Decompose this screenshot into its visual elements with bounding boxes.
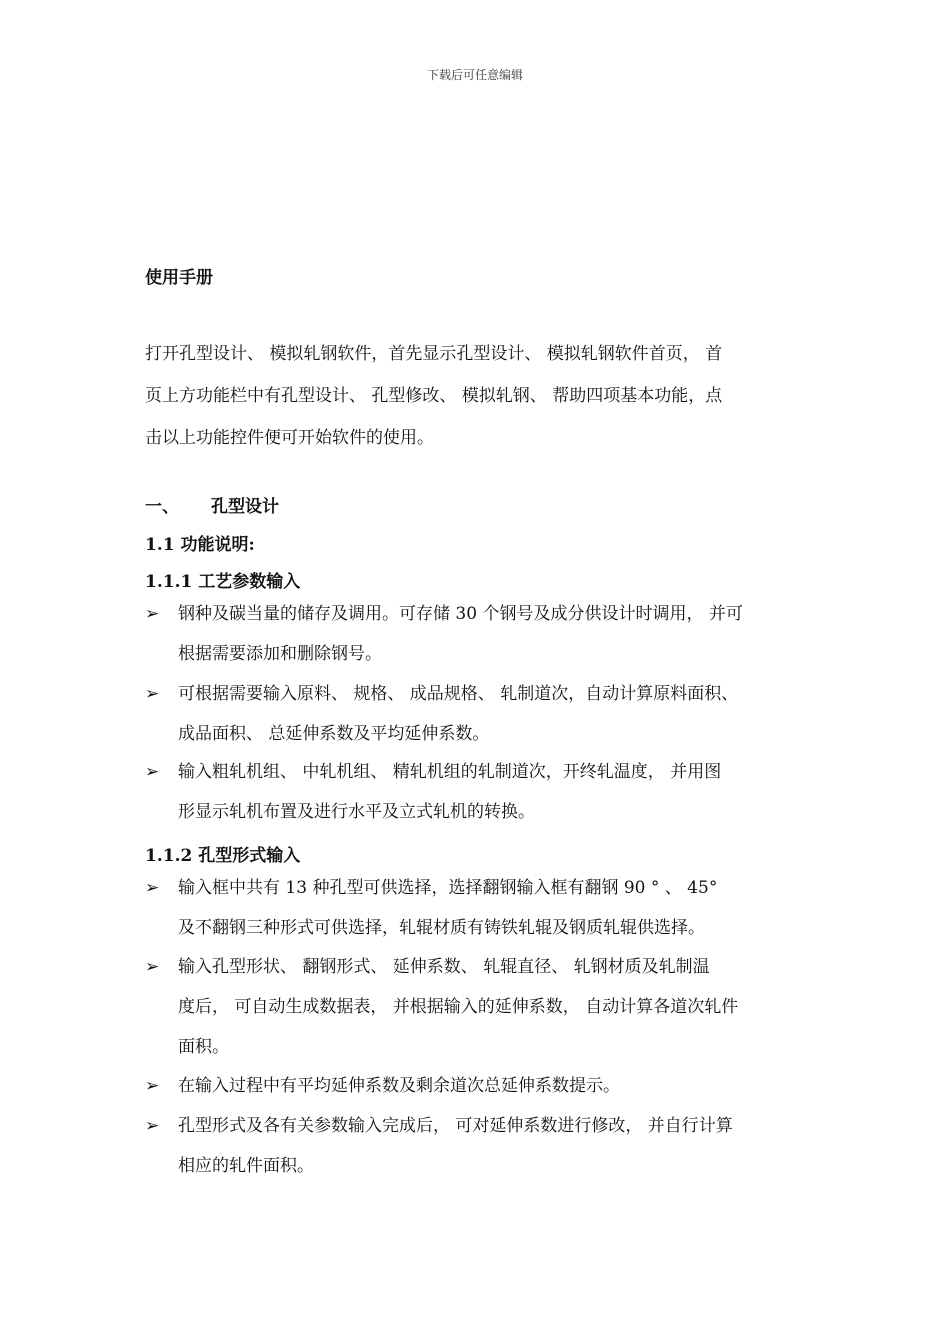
bullet-line: 输入粗轧机组、 中轧机组、 精轧机组的轧制道次，开终轧温度， 并用图 bbox=[178, 762, 722, 782]
bullet-line: 面积。 bbox=[178, 1037, 229, 1057]
subsection-heading-1-1: 1.1 功能说明: bbox=[145, 535, 255, 555]
header-note: 下载后可任意编辑 bbox=[426, 68, 523, 82]
section-number: 一、 bbox=[145, 497, 179, 517]
bullet-line: 成品面积、 总延伸系数及平均延伸系数。 bbox=[178, 724, 490, 744]
bullet-line: 相应的轧件面积。 bbox=[178, 1156, 314, 1176]
bullet-line: 度后， 可自动生成数据表， 并根据输入的延伸系数， 自动计算各道次轧件 bbox=[178, 997, 739, 1017]
bullet-item bbox=[145, 868, 825, 948]
bullet-item bbox=[145, 752, 825, 832]
bullet-line: 在输入过程中有平均延伸系数及剩余道次总延伸系数提示。 bbox=[178, 1076, 620, 1096]
section-title: 孔型设计 bbox=[211, 497, 279, 517]
arrow-bullet-icon: ➢ bbox=[145, 762, 160, 782]
arrow-bullet-icon: ➢ bbox=[145, 1116, 160, 1136]
subsection-heading-1-1-1: 1.1.1 工艺参数输入 bbox=[145, 572, 301, 592]
arrow-bullet-icon: ➢ bbox=[145, 957, 160, 977]
intro-line: 击以上功能控件便可开始软件的使用。 bbox=[145, 428, 434, 448]
bullet-line: 根据需要添加和删除钢号。 bbox=[178, 644, 382, 664]
bullet-item bbox=[145, 1066, 825, 1106]
bullet-line: 孔型形式及各有关参数输入完成后， 可对延伸系数进行修改， 并自行计算 bbox=[178, 1116, 733, 1136]
intro-paragraph bbox=[145, 333, 813, 459]
arrow-bullet-icon: ➢ bbox=[145, 604, 160, 624]
arrow-bullet-icon: ➢ bbox=[145, 878, 160, 898]
arrow-bullet-icon: ➢ bbox=[145, 684, 160, 704]
intro-line: 页上方功能栏中有孔型设计、 孔型修改、 模拟轧钢、 帮助四项基本功能，点 bbox=[145, 386, 723, 406]
bullet-line: 输入孔型形状、 翻钢形式、 延伸系数、 轧辊直径、 轧钢材质及轧制温 bbox=[178, 957, 710, 977]
document-title: 使用手册 bbox=[145, 268, 213, 288]
bullet-line: 形显示轧机布置及进行水平及立式轧机的转换。 bbox=[178, 802, 535, 822]
bullet-line: 及不翻钢三种形式可供选择，轧辊材质有铸铁轧辊及钢质轧辊供选择。 bbox=[178, 918, 705, 938]
intro-line: 打开孔型设计、 模拟轧钢软件，首先显示孔型设计、 模拟轧钢软件首页， 首 bbox=[145, 344, 723, 364]
bullet-item bbox=[145, 1106, 825, 1186]
arrow-bullet-icon: ➢ bbox=[145, 1076, 160, 1096]
bullet-item bbox=[145, 594, 825, 674]
subsection-heading-1-1-2: 1.1.2 孔型形式输入 bbox=[145, 846, 301, 866]
bullet-line: 钢种及碳当量的储存及调用。可存储 30 个钢号及成分供设计时调用， 并可 bbox=[178, 604, 743, 624]
bullet-item bbox=[145, 674, 825, 754]
bullet-line: 输入框中共有 13 种孔型可供选择，选择翻钢输入框有翻钢 90 ° 、 45° bbox=[178, 878, 718, 898]
section-heading bbox=[145, 492, 279, 517]
bullet-item bbox=[145, 947, 825, 1067]
bullet-line: 可根据需要输入原料、 规格、 成品规格、 轧制道次，自动计算原料面积、 bbox=[178, 684, 739, 704]
